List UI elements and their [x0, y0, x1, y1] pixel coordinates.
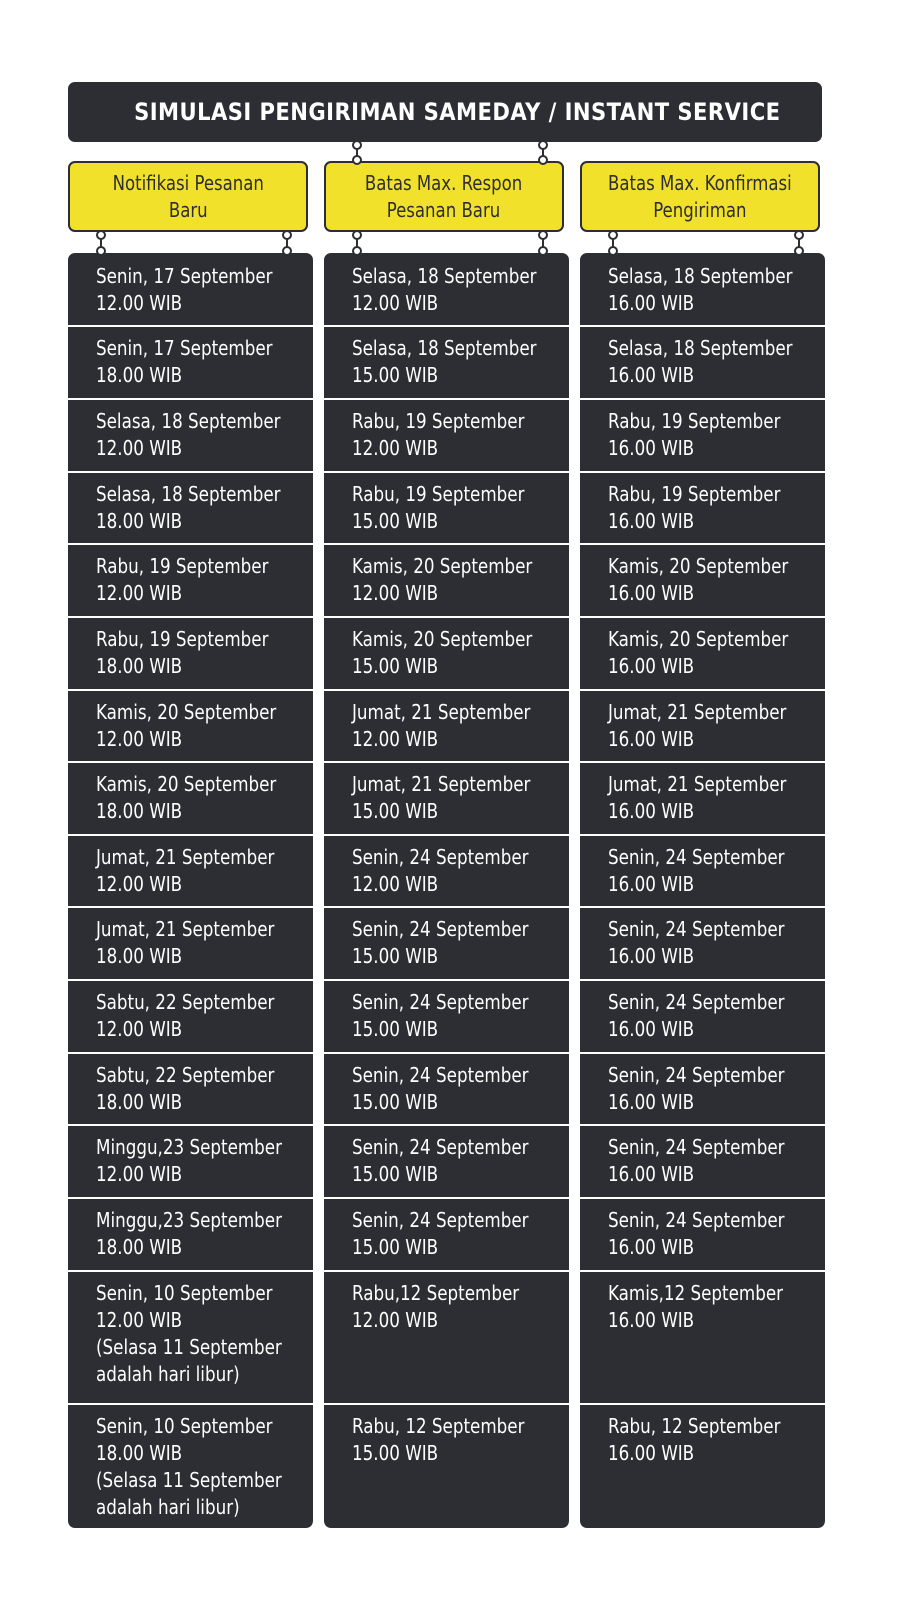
table-cell-line: 12.00 WIB	[96, 1308, 183, 1332]
header-line: Pengiriman	[653, 197, 747, 222]
table-row	[68, 1270, 313, 1403]
table-row	[324, 1403, 569, 1528]
table-cell-line: Senin, 24 September	[352, 1135, 529, 1159]
table-cell-line: 16.00 WIB	[608, 1017, 695, 1041]
table-cell-line: 18.00 WIB	[96, 1235, 183, 1259]
table-cell-line: Senin, 24 September	[352, 917, 529, 941]
table-cell-line: Kamis,12 September	[608, 1281, 783, 1305]
table-cell-line: 12.00 WIB	[96, 727, 183, 751]
table-cell-line: 16.00 WIB	[608, 1162, 695, 1186]
table-cell-line: Senin, 24 September	[608, 917, 785, 941]
table-cell-line: 15.00 WIB	[352, 1017, 439, 1041]
table-row	[68, 906, 313, 979]
header-batas-konfirmasi	[580, 161, 820, 232]
table-row	[580, 325, 825, 398]
table-cell-line: 15.00 WIB	[352, 799, 439, 823]
table-cell-line: Sabtu, 22 September	[96, 1063, 275, 1087]
table-cell-line: 12.00 WIB	[96, 1162, 183, 1186]
table-row	[580, 906, 825, 979]
table-cell-line: Senin, 17 September	[96, 264, 273, 288]
table-row	[324, 398, 569, 471]
table-row	[68, 1197, 313, 1270]
title-banner	[68, 82, 822, 142]
table-row	[68, 398, 313, 471]
table-cell-line: Senin, 10 September	[96, 1281, 273, 1305]
table-row	[580, 834, 825, 906]
table-cell-line: Selasa, 18 September	[352, 264, 537, 288]
table-row	[324, 253, 569, 325]
table-cell-line: (Selasa 11 September	[96, 1468, 282, 1492]
table-cell-line: Jumat, 21 September	[352, 772, 531, 796]
table-cell-line: 18.00 WIB	[96, 799, 183, 823]
header-line: Batas Max. Respon	[365, 170, 523, 195]
table-row	[68, 325, 313, 398]
table-cell-line: Jumat, 21 September	[608, 772, 787, 796]
table-cell-line: Senin, 24 September	[608, 990, 785, 1014]
table-cell-line: Selasa, 18 September	[96, 409, 281, 433]
table-cell-line: Senin, 24 September	[608, 1063, 785, 1087]
header-label	[608, 170, 792, 224]
table-cell-line: Jumat, 21 September	[608, 700, 787, 724]
table-cell-line: Selasa, 18 September	[608, 264, 793, 288]
table-row	[68, 1052, 313, 1124]
table-row	[68, 761, 313, 834]
table-row	[324, 979, 569, 1052]
header-batas-respon	[324, 161, 564, 232]
table-cell-line: Kamis, 20 September	[608, 627, 789, 651]
table-row	[324, 906, 569, 979]
table-cell-line: 12.00 WIB	[352, 872, 439, 896]
table-cell-line: 15.00 WIB	[352, 1090, 439, 1114]
table-row	[580, 543, 825, 616]
table-cell-line: Rabu, 19 September	[608, 409, 781, 433]
table-cell-line: 15.00 WIB	[352, 654, 439, 678]
table-cell-line: Rabu, 19 September	[96, 554, 269, 578]
table-cell-line: 15.00 WIB	[352, 1441, 439, 1465]
table-cell-line: adalah hari libur)	[96, 1495, 240, 1519]
table-cell-line: 12.00 WIB	[96, 291, 183, 315]
table-row	[68, 1403, 313, 1528]
table-cell-line: (Selasa 11 September	[96, 1335, 282, 1359]
table-row	[324, 543, 569, 616]
column-notifikasi	[68, 253, 313, 1528]
table-cell-line: 12.00 WIB	[96, 872, 183, 896]
table-cell-line: 12.00 WIB	[352, 291, 439, 315]
table-row	[580, 689, 825, 761]
table-cell-line: Rabu, 19 September	[608, 482, 781, 506]
table-cell-line: 18.00 WIB	[96, 1090, 183, 1114]
table-row	[580, 616, 825, 689]
table-cell-line: 16.00 WIB	[608, 509, 695, 533]
table-cell-line: 16.00 WIB	[608, 1235, 695, 1259]
table-cell-line: 12.00 WIB	[96, 581, 183, 605]
table-cell-line: Rabu,12 September	[352, 1281, 520, 1305]
header-notifikasi-pesanan	[68, 161, 308, 232]
table-cell-line: Senin, 17 September	[96, 336, 273, 360]
table-cell-line: 12.00 WIB	[352, 727, 439, 751]
table-cell-line: Rabu, 19 September	[352, 482, 525, 506]
table-cell-line: 18.00 WIB	[96, 363, 183, 387]
table-cell-line: 12.00 WIB	[96, 1017, 183, 1041]
table-cell-line: Rabu, 12 September	[608, 1414, 781, 1438]
table-row	[324, 1052, 569, 1124]
table-cell-line: 18.00 WIB	[96, 654, 183, 678]
header-line: Baru	[168, 197, 208, 222]
table-cell-line: Rabu, 12 September	[352, 1414, 525, 1438]
table-cell-line: Kamis, 20 September	[608, 554, 789, 578]
table-row	[580, 471, 825, 543]
table-row	[68, 689, 313, 761]
table-row	[580, 761, 825, 834]
table-cell-line: adalah hari libur)	[96, 1362, 240, 1386]
table-cell-line: 18.00 WIB	[96, 1441, 183, 1465]
table-cell-line: 16.00 WIB	[608, 363, 695, 387]
table-cell-line: Jumat, 21 September	[96, 845, 275, 869]
table-row	[324, 616, 569, 689]
table-cell-line: 15.00 WIB	[352, 1235, 439, 1259]
table-cell-line: 15.00 WIB	[352, 944, 439, 968]
table-cell-line: 18.00 WIB	[96, 509, 183, 533]
table-row	[68, 471, 313, 543]
table-row	[324, 761, 569, 834]
table-cell-line: Selasa, 18 September	[352, 336, 537, 360]
table-cell-line: Sabtu, 22 September	[96, 990, 275, 1014]
table-cell-line: 15.00 WIB	[352, 363, 439, 387]
table-cell-line: Kamis, 20 September	[352, 554, 533, 578]
table-cell-line: 16.00 WIB	[608, 1441, 695, 1465]
table-cell-line: 16.00 WIB	[608, 436, 695, 460]
table-row	[68, 1124, 313, 1197]
table-row	[580, 1124, 825, 1197]
table-row	[68, 834, 313, 906]
table-cell-line: Senin, 10 September	[96, 1414, 273, 1438]
table-cell-line: 16.00 WIB	[608, 581, 695, 605]
table-cell-line: Minggu,23 September	[96, 1135, 282, 1159]
table-cell-line: 16.00 WIB	[608, 872, 695, 896]
table-cell-line: 16.00 WIB	[608, 727, 695, 751]
table-row	[324, 471, 569, 543]
table-row	[68, 253, 313, 325]
table-row	[68, 543, 313, 616]
table-cell-line: Kamis, 20 September	[352, 627, 533, 651]
table-row	[580, 1270, 825, 1403]
table-row	[324, 1197, 569, 1270]
table-cell-line: Senin, 24 September	[352, 1063, 529, 1087]
table-cell-line: 12.00 WIB	[352, 581, 439, 605]
table-cell-line: 16.00 WIB	[608, 1308, 695, 1332]
table-row	[68, 616, 313, 689]
table-cell-line: 12.00 WIB	[352, 1308, 439, 1332]
table-cell-line: Kamis, 20 September	[96, 772, 277, 796]
table-row	[324, 1124, 569, 1197]
header-line: Notifikasi Pesanan	[112, 170, 264, 195]
table-cell-line: 15.00 WIB	[352, 1162, 439, 1186]
header-line: Pesanan Baru	[387, 197, 501, 222]
table-cell-line: Senin, 24 September	[608, 845, 785, 869]
header-label	[112, 170, 263, 224]
table-cell-line: Minggu,23 September	[96, 1208, 282, 1232]
table-row	[580, 1403, 825, 1528]
table-row	[324, 325, 569, 398]
table-cell-line: 16.00 WIB	[608, 1090, 695, 1114]
table-row	[580, 979, 825, 1052]
table-row	[580, 1197, 825, 1270]
table-cell-line: 12.00 WIB	[352, 436, 439, 460]
table-cell-line: 15.00 WIB	[352, 509, 439, 533]
table-cell-line: Jumat, 21 September	[96, 917, 275, 941]
table-cell-line: 18.00 WIB	[96, 944, 183, 968]
table-cell-line: Jumat, 21 September	[352, 700, 531, 724]
table-cell-line: Senin, 24 September	[352, 990, 529, 1014]
table-cell-line: Senin, 24 September	[608, 1208, 785, 1232]
header-line: Batas Max. Konfirmasi	[608, 170, 792, 195]
table-cell-line: 16.00 WIB	[608, 799, 695, 823]
table-cell-line: Kamis, 20 September	[96, 700, 277, 724]
table-cell-line: Senin, 24 September	[608, 1135, 785, 1159]
header-label	[365, 170, 522, 224]
table-row	[68, 979, 313, 1052]
table-cell-line: Senin, 24 September	[352, 845, 529, 869]
page-title: SIMULASI PENGIRIMAN SAMEDAY / INSTANT SERVICE	[133, 98, 781, 126]
table-cell-line: 16.00 WIB	[608, 654, 695, 678]
table-cell-line: Selasa, 18 September	[96, 482, 281, 506]
table-cell-line: 12.00 WIB	[96, 436, 183, 460]
table-cell-line: Senin, 24 September	[352, 1208, 529, 1232]
column-batas-konfirmasi	[580, 253, 825, 1528]
table-row	[580, 398, 825, 471]
table-cell-line: 16.00 WIB	[608, 944, 695, 968]
table-row	[324, 834, 569, 906]
table-cell-line: Rabu, 19 September	[352, 409, 525, 433]
table-row	[580, 253, 825, 325]
table-cell-line: Rabu, 19 September	[96, 627, 269, 651]
table-row	[324, 689, 569, 761]
column-batas-respon	[324, 253, 569, 1528]
table-cell-line: 16.00 WIB	[608, 291, 695, 315]
table-cell-line: Selasa, 18 September	[608, 336, 793, 360]
table-row	[324, 1270, 569, 1403]
table-row	[580, 1052, 825, 1124]
